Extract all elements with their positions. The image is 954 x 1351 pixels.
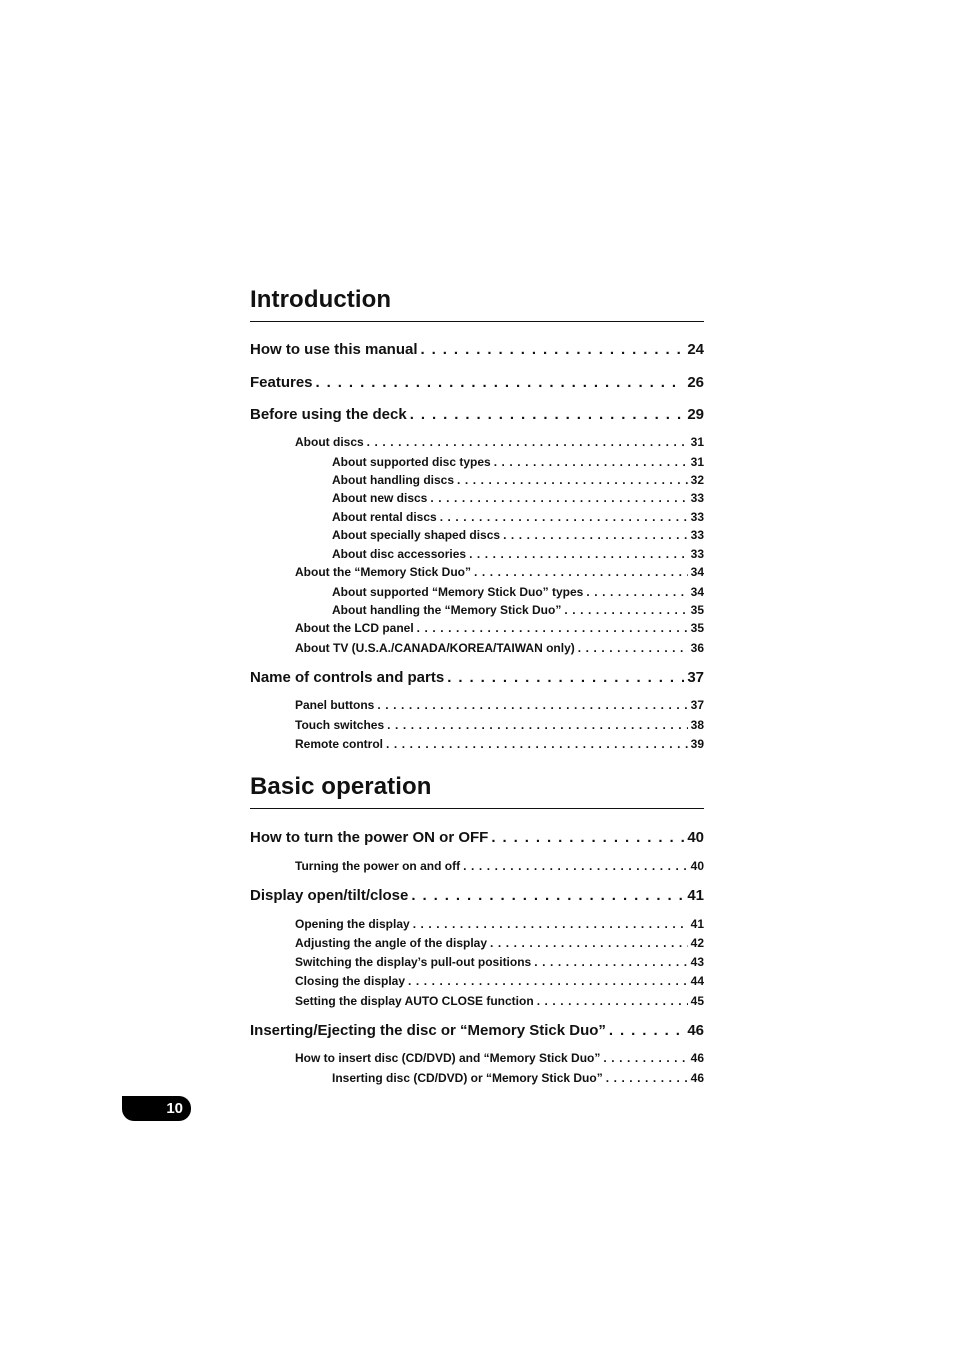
dot-leader [578, 641, 688, 655]
toc-entry-page: 45 [690, 994, 704, 1008]
dot-leader [386, 737, 688, 751]
toc-entry[interactable] [332, 528, 704, 542]
section-title-basic-operation: Basic operation [250, 773, 432, 800]
dot-leader [490, 936, 688, 950]
toc-entry[interactable] [295, 718, 704, 732]
toc-entry-page: 43 [690, 955, 704, 969]
toc-entry-label: Panel buttons [295, 698, 375, 712]
toc-entry[interactable] [295, 565, 704, 579]
toc-entry-page: 33 [690, 547, 704, 561]
toc-entry-label: Setting the display AUTO CLOSE function [295, 994, 534, 1008]
toc-entry-label: Inserting disc (CD/DVD) or “Memory Stick Duo” [332, 1071, 603, 1085]
toc-entry-label: About specially shaped discs [332, 528, 501, 542]
dot-leader [411, 887, 684, 904]
toc-entry[interactable] [250, 669, 704, 686]
dot-leader [316, 374, 685, 391]
toc-entry[interactable] [250, 1022, 704, 1039]
toc-entry-page: 35 [690, 621, 704, 635]
section-title-introduction: Introduction [250, 286, 392, 313]
toc-entry[interactable] [250, 406, 704, 423]
dot-leader [606, 1071, 688, 1085]
toc-entry-label: Before using the deck [250, 406, 407, 423]
toc-entry-label: Name of controls and parts [250, 669, 445, 686]
toc-entry-page: 44 [690, 974, 704, 988]
toc-entry[interactable] [295, 737, 704, 751]
toc-entry[interactable] [295, 435, 704, 449]
toc-entry-page: 34 [690, 585, 704, 599]
toc-entry[interactable] [295, 936, 704, 950]
toc-entry-page: 33 [690, 528, 704, 542]
toc-entry-page: 46 [690, 1071, 704, 1085]
toc-entry-page: 40 [687, 829, 704, 846]
toc-entry[interactable] [295, 994, 704, 1008]
toc-entry-label: Adjusting the angle of the display [295, 936, 488, 950]
toc-entry[interactable] [295, 859, 704, 873]
dot-leader [440, 510, 688, 524]
dot-leader [537, 994, 688, 1008]
toc-entry[interactable] [250, 341, 704, 358]
toc-entry[interactable] [332, 491, 704, 505]
toc-entry-label: About handling the “Memory Stick Duo” [332, 603, 562, 617]
toc-entry-label: Features [250, 374, 313, 391]
toc-entry-label: About the LCD panel [295, 621, 414, 635]
toc-entry-page: 32 [690, 473, 704, 487]
toc-entry[interactable] [295, 621, 704, 635]
toc-entry-label: About disc accessories [332, 547, 467, 561]
toc-entry-page: 37 [687, 669, 704, 686]
page-number: 10 [166, 1100, 183, 1117]
toc-entry-page: 42 [690, 936, 704, 950]
dot-leader [387, 718, 688, 732]
toc-entry-label: Remote control [295, 737, 384, 751]
dot-leader [421, 341, 685, 358]
toc-entry-page: 39 [690, 737, 704, 751]
dot-leader [430, 491, 687, 505]
toc-entry-page: 31 [690, 435, 704, 449]
toc-entry[interactable] [332, 510, 704, 524]
dot-leader [603, 1051, 687, 1065]
toc-entry[interactable] [295, 1051, 704, 1065]
toc-entry-page: 29 [687, 406, 704, 423]
dot-leader [410, 406, 685, 423]
toc-entry-label: About supported “Memory Stick Duo” types [332, 585, 584, 599]
toc-entry-page: 46 [687, 1022, 704, 1039]
toc-entry-label: About TV (U.S.A./CANADA/KOREA/TAIWAN only) [295, 641, 575, 655]
dot-leader [367, 435, 688, 449]
dot-leader [447, 669, 684, 686]
toc-entry-label: Opening the display [295, 917, 410, 931]
toc-entry-label: Touch switches [295, 718, 385, 732]
toc-entry-page: 41 [690, 917, 704, 931]
toc-entry-label: Inserting/Ejecting the disc or “Memory Stick Duo” [250, 1022, 606, 1039]
toc-entry[interactable] [332, 603, 704, 617]
section-divider [250, 321, 704, 322]
dot-leader [494, 455, 688, 469]
toc-entry-label: Switching the display’s pull-out positions [295, 955, 532, 969]
toc-entry-page: 40 [690, 859, 704, 873]
toc-entry[interactable] [332, 473, 704, 487]
toc-entry[interactable] [332, 1071, 704, 1085]
dot-leader [457, 473, 688, 487]
dot-leader [417, 621, 688, 635]
toc-entry[interactable] [250, 374, 704, 391]
dot-leader [408, 974, 688, 988]
toc-entry-label: About the “Memory Stick Duo” [295, 565, 472, 579]
toc-entry-label: About discs [295, 435, 364, 449]
section-divider [250, 808, 704, 809]
dot-leader [474, 565, 688, 579]
toc-entry[interactable] [250, 829, 704, 846]
toc-entry-label: About new discs [332, 491, 428, 505]
toc-entry-page: 36 [690, 641, 704, 655]
page-number-badge [122, 1096, 191, 1121]
toc-entry-label: About handling discs [332, 473, 454, 487]
dot-leader [463, 859, 688, 873]
dot-leader [377, 698, 687, 712]
toc-entry-page: 41 [687, 887, 704, 904]
toc-entry-label: About supported disc types [332, 455, 491, 469]
toc-entry-label: Closing the display [295, 974, 406, 988]
dot-leader [503, 528, 688, 542]
toc-entry[interactable] [250, 887, 704, 904]
toc-entry[interactable] [295, 955, 704, 969]
toc-entry-page: 37 [690, 698, 704, 712]
dot-leader [469, 547, 688, 561]
dot-leader [586, 585, 687, 599]
toc-entry-label: Display open/tilt/close [250, 887, 409, 904]
toc-entry[interactable] [295, 698, 704, 712]
dot-leader [609, 1022, 684, 1039]
toc-entry-page: 33 [690, 510, 704, 524]
toc-entry-page: 33 [690, 491, 704, 505]
toc-entry[interactable] [295, 917, 704, 931]
dot-leader [564, 603, 687, 617]
toc-entry-page: 24 [687, 341, 704, 358]
dot-leader [413, 917, 688, 931]
toc-entry-label: How to insert disc (CD/DVD) and “Memory Stick Duo” [295, 1051, 601, 1065]
toc-entry[interactable] [332, 547, 704, 561]
toc-entry-page: 26 [687, 374, 704, 391]
dot-leader [491, 829, 684, 846]
toc-entry[interactable] [332, 455, 704, 469]
toc-entry[interactable] [295, 641, 704, 655]
toc-entry[interactable] [332, 585, 704, 599]
dot-leader [534, 955, 687, 969]
toc-entry-label: About rental discs [332, 510, 437, 524]
toc-entry[interactable] [295, 974, 704, 988]
toc-entry-page: 34 [690, 565, 704, 579]
toc-entry-page: 35 [690, 603, 704, 617]
toc-entry-label: How to use this manual [250, 341, 418, 358]
toc-entry-label: How to turn the power ON or OFF [250, 829, 489, 846]
toc-entry-page: 31 [690, 455, 704, 469]
toc-entry-page: 46 [690, 1051, 704, 1065]
toc-entry-page: 38 [690, 718, 704, 732]
toc-entry-label: Turning the power on and off [295, 859, 461, 873]
